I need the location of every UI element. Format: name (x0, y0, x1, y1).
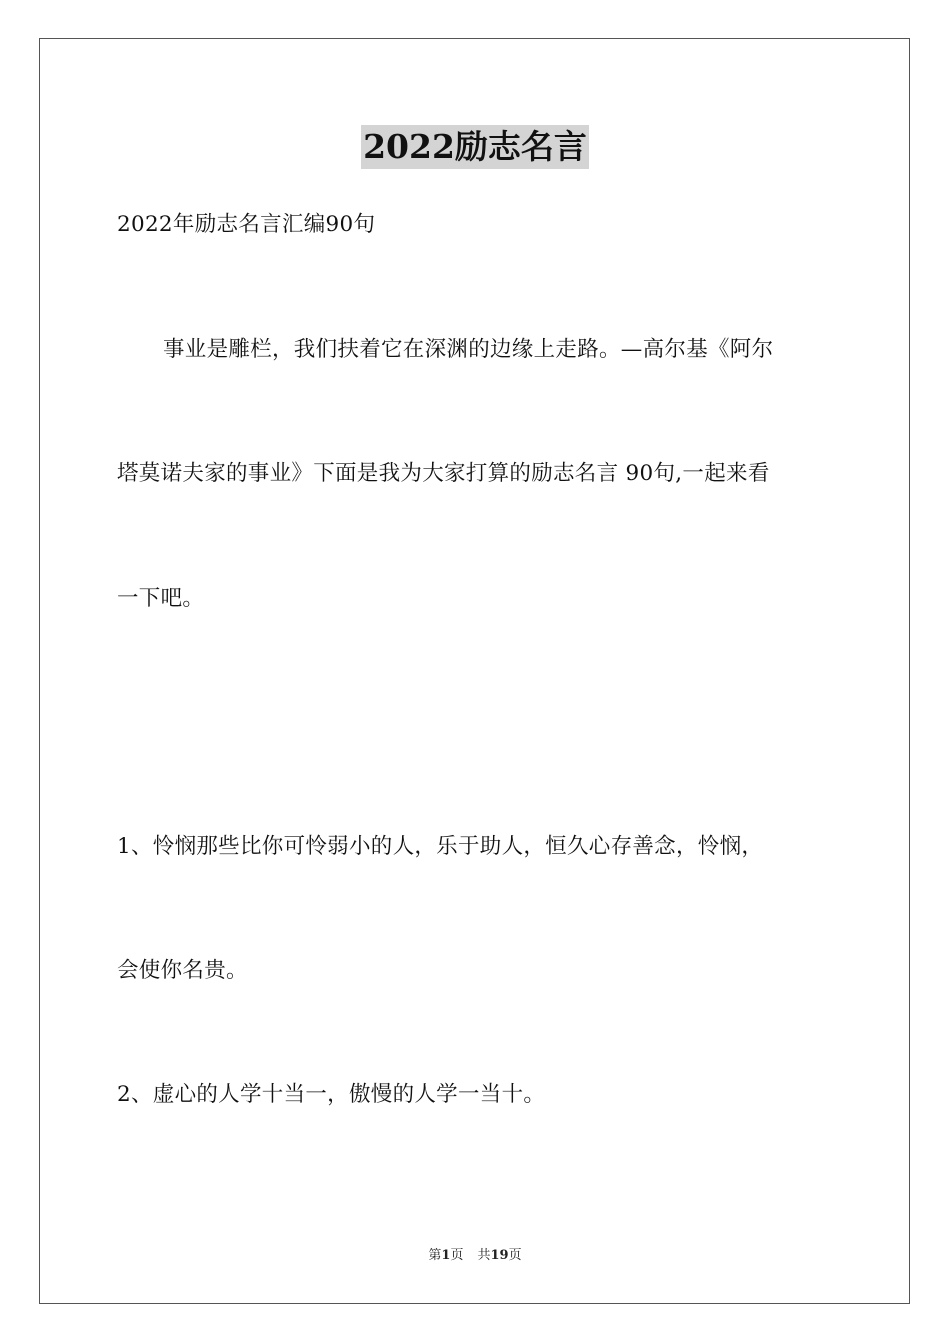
quote-2-line-1: 2、虚心的人学十当一，傲慢的人学一当十。 (117, 1082, 546, 1107)
footer-page-suffix: 页 (450, 1248, 464, 1263)
document-title: 2022励志名言 (361, 125, 589, 169)
footer-total-prefix: 共 (477, 1248, 491, 1263)
intro-line-3: 一下吧。 (117, 586, 205, 611)
footer-page-number: 1 (441, 1248, 451, 1263)
page-footer (0, 1247, 950, 1265)
quote-1-line-2: 会使你名贵。 (117, 958, 248, 983)
footer-total-suffix: 页 (508, 1248, 522, 1263)
document-subtitle: 2022年励志名言汇编90句 (117, 212, 376, 237)
footer-total-pages: 19 (490, 1248, 509, 1263)
title-container (0, 125, 950, 169)
intro-line-2: 塔莫诺夫家的事业》下面是我为大家打算的励志名言 90句,一起来看 (117, 461, 770, 486)
quote-1-line-1: 1、怜悯那些比你可怜弱小的人，乐于助人，恒久心存善念，怜悯， (117, 834, 764, 859)
footer-page-prefix: 第 (428, 1248, 442, 1263)
intro-line-1: 事业是雕栏，我们扶着它在深渊的边缘上走路。—高尔基《阿尔 (163, 337, 774, 362)
